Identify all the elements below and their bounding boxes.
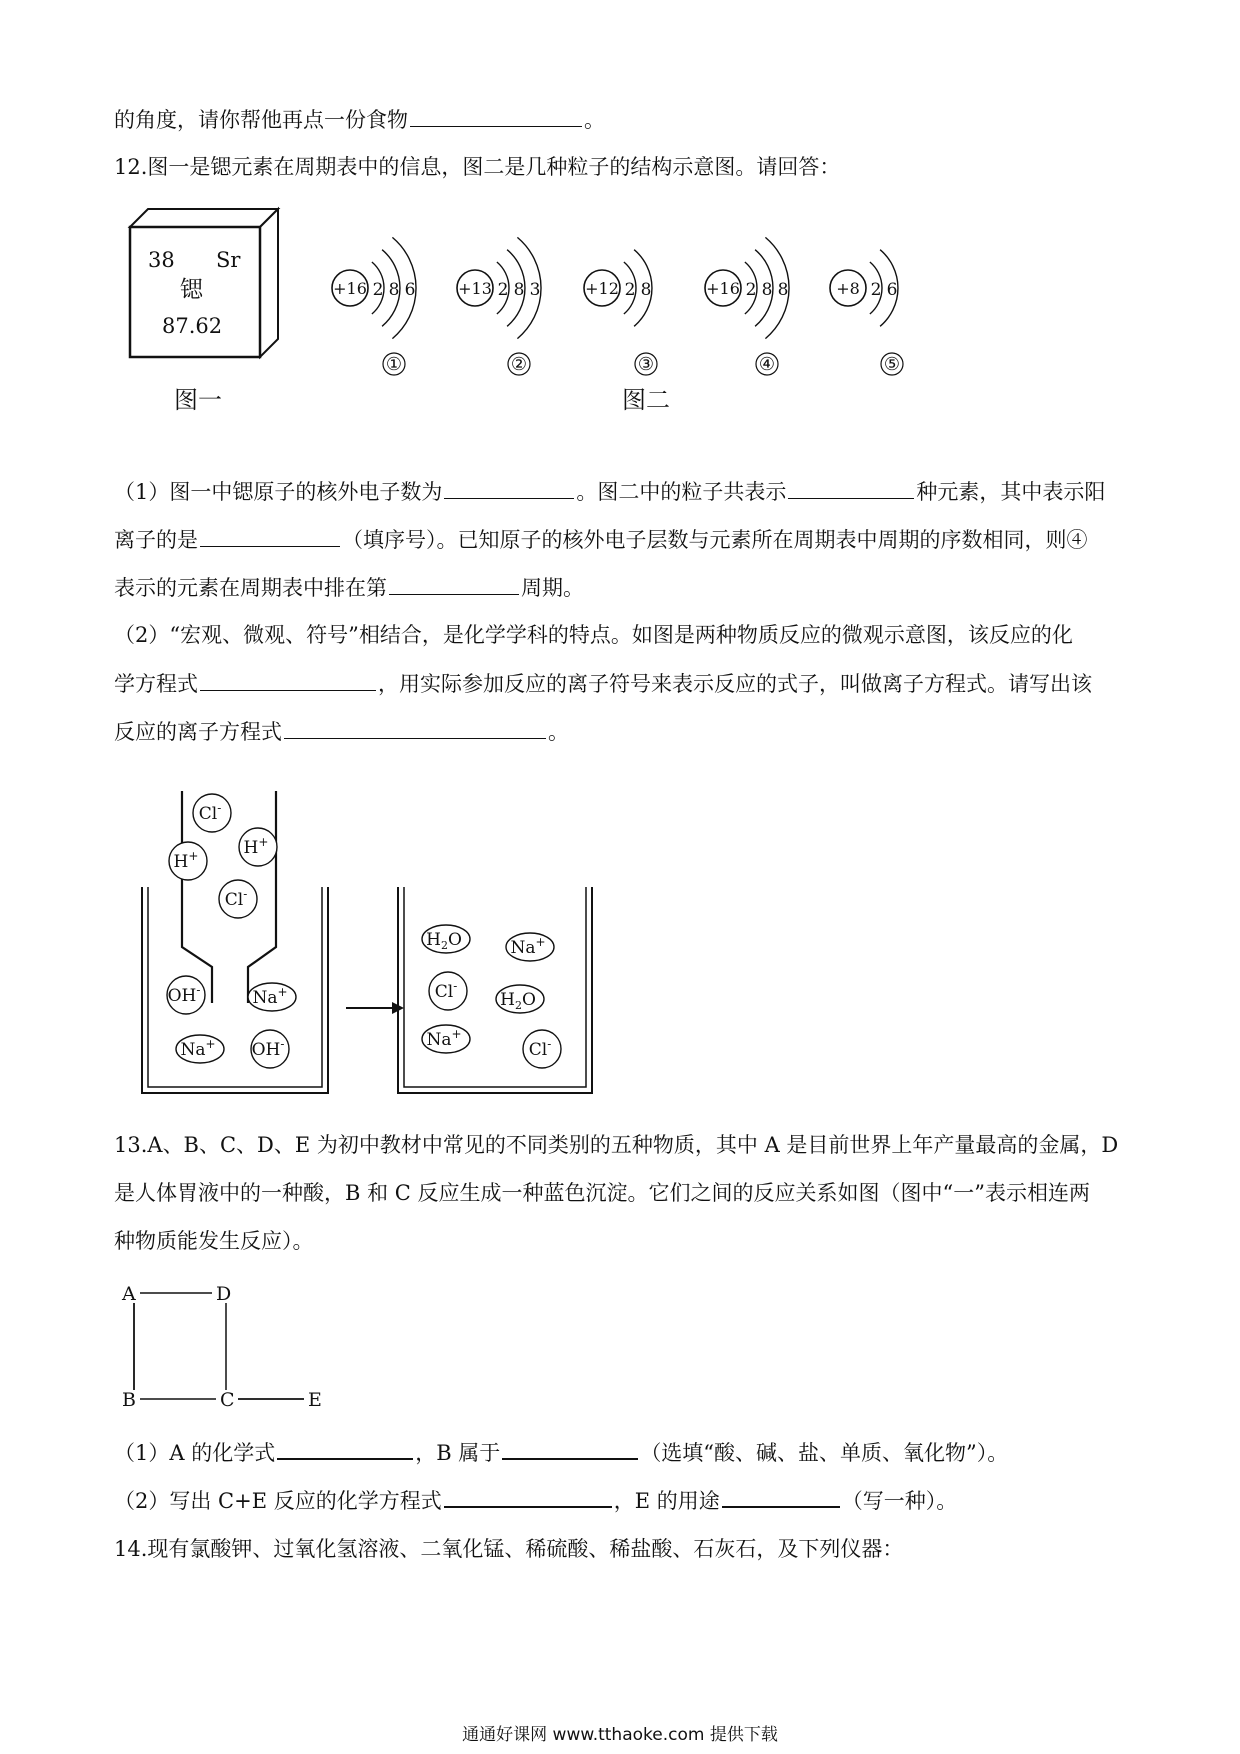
shell-electron-count: 2 xyxy=(372,280,384,300)
svg-text:Cl-: Cl- xyxy=(198,801,222,824)
node-d: D xyxy=(216,1283,232,1305)
answer-blank[interactable] xyxy=(444,476,574,499)
ion-na xyxy=(506,933,554,961)
relation-diagram xyxy=(118,1276,338,1416)
q13-p1: （1）A 的化学式 ，B 属于 （选填“酸、碱、盐、单质、氧化物”）。 xyxy=(114,1436,1008,1468)
svg-text:Na+: Na+ xyxy=(252,985,288,1008)
shell-electron-count: 2 xyxy=(870,280,882,300)
particle-diagram xyxy=(584,250,657,375)
particle-label: ① xyxy=(385,354,403,375)
particle-label: ② xyxy=(510,354,528,375)
q12-p2-line2: 学方程式 ，用实际参加反应的离子符号来表示反应的式子，叫做离子方程式。请写出该 xyxy=(114,668,1092,699)
answer-blank[interactable] xyxy=(389,572,519,595)
answer-blank[interactable] xyxy=(200,524,340,547)
q12-p1-line1: （1）图一中锶原子的核外电子数为 。图二中的粒子共表示 种元素，其中表示阳 xyxy=(114,476,1105,507)
shell-electron-count: 3 xyxy=(529,280,541,300)
svg-text:H2O: $H_2O$ xyxy=(500,990,536,1012)
nucleus-charge: +16 xyxy=(706,279,740,298)
svg-text:Cl-: Cl- xyxy=(434,979,458,1002)
ion-oh xyxy=(167,976,205,1014)
reaction-diagram xyxy=(130,785,610,1105)
shell-electron-count: 8 xyxy=(640,280,652,300)
shell-electron-count: 2 xyxy=(624,280,636,300)
ion-na xyxy=(422,1025,470,1053)
particle-diagram xyxy=(705,237,789,375)
answer-blank[interactable] xyxy=(200,668,376,691)
particle-diagrams xyxy=(320,218,980,378)
shell-electron-count: 8 xyxy=(388,280,400,300)
q12-p1-line2: 离子的是 （填序号）。已知原子的核外电子层数与元素所在周期表中周期的序数相同，则④ xyxy=(114,524,1088,555)
particle-label: ④ xyxy=(758,354,776,375)
svg-text:OH-: OH- xyxy=(167,983,201,1006)
q13-stem-2: 是人体胃液中的一种酸，B 和 C 反应生成一种蓝色沉淀。它们之间的反应关系如图（图中“一”表示相连两 xyxy=(114,1181,1090,1205)
answer-blank[interactable] xyxy=(722,1484,840,1508)
q13-p2: （2）写出 C+E 反应的化学方程式 ，E 的用途 （写一种）。 xyxy=(114,1484,957,1516)
shell-electron-count: 2 xyxy=(497,280,509,300)
answer-blank[interactable] xyxy=(284,716,546,739)
q14-stem: 14.现有氯酸钾、过氧化氢溶液、二氧化锰、稀硫酸、稀盐酸、石灰石，及下列仪器： xyxy=(114,1537,904,1561)
fig2-label: 图二 xyxy=(622,386,670,414)
page-footer: 通通好课网 www.tthaoke.com 提供下载 xyxy=(462,1725,778,1745)
water-molecule xyxy=(496,985,544,1013)
ion-cl xyxy=(219,880,257,918)
svg-text:Na+: Na+ xyxy=(426,1027,462,1050)
node-b: B xyxy=(122,1389,136,1411)
svg-text:Cl-: Cl- xyxy=(224,887,248,910)
ion-h xyxy=(169,842,207,880)
particle-diagram xyxy=(457,237,541,375)
answer-blank[interactable] xyxy=(502,1436,638,1460)
svg-text:Cl-: Cl- xyxy=(528,1037,552,1060)
q12-p2-line3: 反应的离子方程式 。 xyxy=(114,716,569,747)
element-name: 锶 xyxy=(180,277,203,303)
nucleus-charge: +8 xyxy=(836,279,860,298)
svg-text:OH-: OH- xyxy=(251,1037,285,1060)
answer-blank[interactable] xyxy=(788,476,914,499)
shell-electron-count: 6 xyxy=(404,280,416,300)
svg-text:H+: H+ xyxy=(173,849,199,872)
nucleus-charge: +12 xyxy=(585,279,619,298)
answer-blank[interactable] xyxy=(277,1436,413,1460)
particle-diagram xyxy=(332,237,416,375)
shell-electron-count: 6 xyxy=(886,280,898,300)
ion-cl xyxy=(193,794,231,832)
atomic-mass: 87.62 xyxy=(162,314,223,338)
ion-h xyxy=(239,828,277,866)
shell-electron-count: 2 xyxy=(745,280,757,300)
shell-electron-count: 8 xyxy=(513,280,525,300)
particle-label: ③ xyxy=(637,354,655,375)
particle-diagram xyxy=(830,250,903,375)
q12-stem: 12.图一是锶元素在周期表中的信息，图二是几种粒子的结构示意图。请回答： xyxy=(114,155,841,179)
shell-electron-count: 8 xyxy=(761,280,773,300)
element-symbol: Sr xyxy=(216,248,241,272)
svg-text:H+: H+ xyxy=(243,835,269,858)
q13-stem-1: 13.A、B、C、D、E 为初中教材中常见的不同类别的五种物质，其中 A 是目前世界上年产量最高的金属，D xyxy=(114,1133,1119,1157)
water-molecule xyxy=(422,925,470,953)
svg-text:H2O: $H_2O$ xyxy=(426,930,462,952)
shell-electron-count: 8 xyxy=(777,280,789,300)
fig1-label: 图一 xyxy=(174,386,222,414)
node-e: E xyxy=(308,1389,322,1411)
q12-p2-line1: （2）“宏观、微观、符号”相结合，是化学学科的特点。如图是两种物质反应的微观示意图，该反应的化 xyxy=(114,623,1073,647)
svg-text:Na+: Na+ xyxy=(510,935,546,958)
svg-text:Na+: Na+ xyxy=(180,1037,216,1060)
node-a: A xyxy=(122,1283,136,1305)
nucleus-charge: +13 xyxy=(458,279,492,298)
ion-cl xyxy=(429,972,467,1010)
q13-stem-3: 种物质能发生反应）。 xyxy=(114,1229,314,1253)
element-tile-figure xyxy=(124,205,284,375)
answer-blank[interactable] xyxy=(410,104,582,127)
node-c: C xyxy=(220,1389,235,1411)
atomic-number: 38 xyxy=(148,248,175,272)
nucleus-charge: +16 xyxy=(333,279,367,298)
q12-p1-line3: 表示的元素在周期表中排在第 周期。 xyxy=(114,572,584,603)
ion-oh xyxy=(251,1030,289,1068)
ion-na xyxy=(248,983,296,1011)
particle-label: ⑤ xyxy=(883,354,901,375)
answer-blank[interactable] xyxy=(444,1484,612,1508)
q11-line: 的角度，请你帮他再点一份食物 。 xyxy=(114,104,605,135)
ion-na xyxy=(176,1035,224,1063)
ion-cl xyxy=(523,1030,561,1068)
